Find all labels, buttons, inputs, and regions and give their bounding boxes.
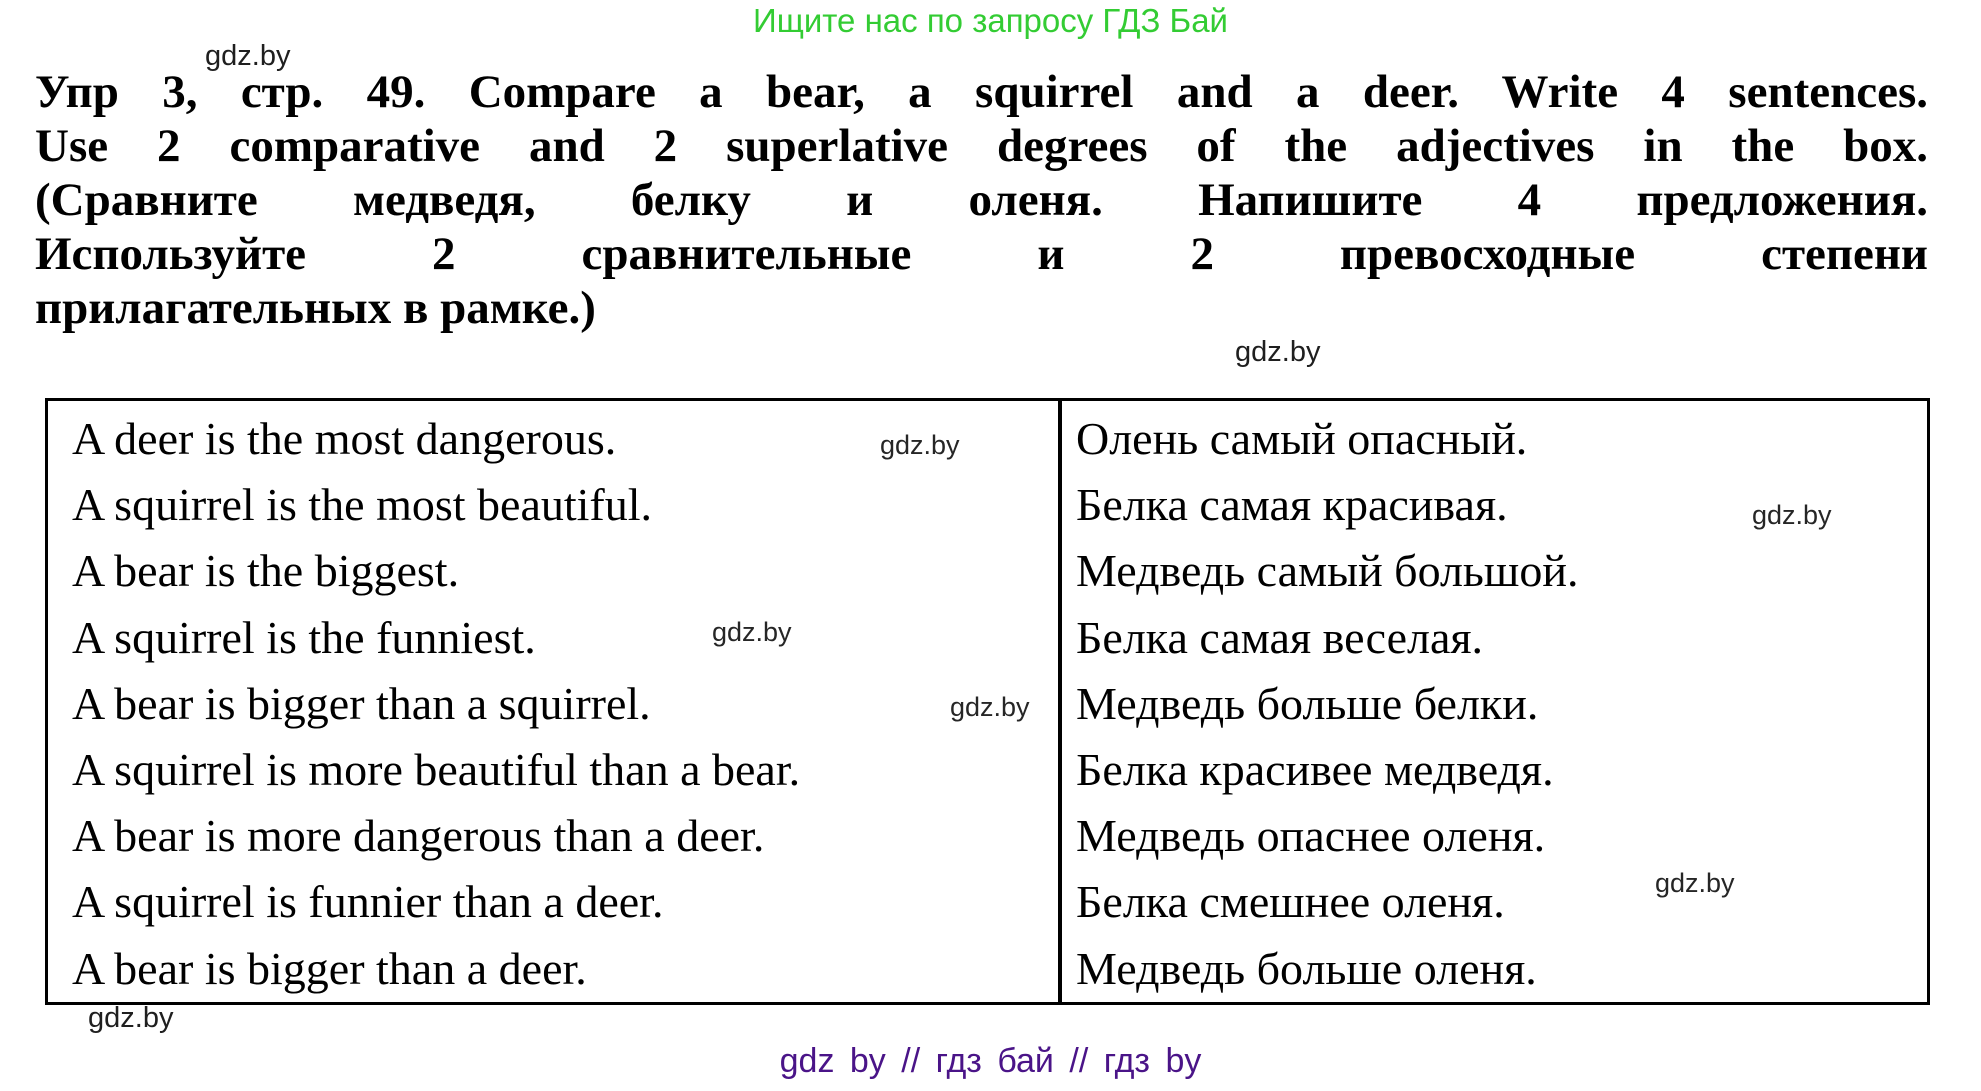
answer-en: A deer is the most dangerous. [72, 413, 617, 464]
gdz-watermark-heading-right: gdz.by [1235, 336, 1321, 368]
answer-ru: Белка смешнее оленя. [1076, 876, 1505, 928]
footer-keywords: gdz by // гдз бай // гдз by [779, 1042, 1202, 1080]
answer-ru: Белка красивее медведя. [1076, 744, 1554, 796]
answer-ru: Медведь больше оленя. [1076, 942, 1537, 994]
answer-en: A bear is bigger than a deer. [72, 942, 587, 994]
answers-column-english [48, 401, 1058, 1002]
exercise-title-line: прилагательных в рамке.) [35, 282, 596, 334]
answer-en: A bear is bigger than a squirrel. [72, 677, 651, 729]
exercise-title-line: Use 2 comparative and 2 superlative degrees of the adjectives in the box. [35, 120, 1928, 172]
gdz-watermark-top: gdz.by [205, 40, 291, 72]
promo-banner: Ищите нас по запросу ГДЗ Бай [753, 2, 1228, 39]
exercise-title-line: (Сравните медведя, белку и оленя. Напишите 4 предложения. [35, 174, 1928, 226]
answer-en: A squirrel is more beautiful than a bear. [72, 744, 801, 796]
gdz-watermark-row4: gdz.by [712, 617, 792, 647]
answer-ru: Медведь больше белки. [1076, 677, 1539, 729]
answer-en: A squirrel is the funniest. [72, 611, 536, 663]
answer-en: A squirrel is funnier than a deer. [72, 876, 664, 928]
answer-ru: Медведь самый большой. [1076, 545, 1579, 597]
answer-en: A bear is more dangerous than a deer. [72, 810, 765, 862]
answer-en: A bear is the biggest. [72, 545, 460, 597]
answer-ru: Медведь опаснее оленя. [1076, 810, 1546, 862]
gdz-watermark-ru-row8: gdz.by [1655, 868, 1735, 898]
exercise-title [35, 65, 1928, 335]
answers-column-russian [1058, 401, 1927, 1002]
gdz-watermark-row1: gdz.by [880, 430, 960, 460]
answer-ru: Белка самая красивая. [1076, 479, 1508, 531]
exercise-title-line: Используйте 2 сравнительные и 2 превосходные степени [35, 228, 1928, 280]
gdz-watermark-bottom: gdz.by [88, 1002, 174, 1034]
gdz-watermark-ru-row2: gdz.by [1752, 500, 1832, 530]
exercise-title-line: Упр 3, стр. 49. Compare a bear, a squirrel and a deer. Write 4 sentences. [35, 66, 1928, 118]
answer-en: A squirrel is the most beautiful. [72, 479, 653, 531]
gdz-watermark-row5: gdz.by [950, 692, 1030, 722]
answer-ru: Олень самый опасный. [1076, 413, 1528, 464]
answer-ru: Белка самая веселая. [1076, 611, 1484, 663]
